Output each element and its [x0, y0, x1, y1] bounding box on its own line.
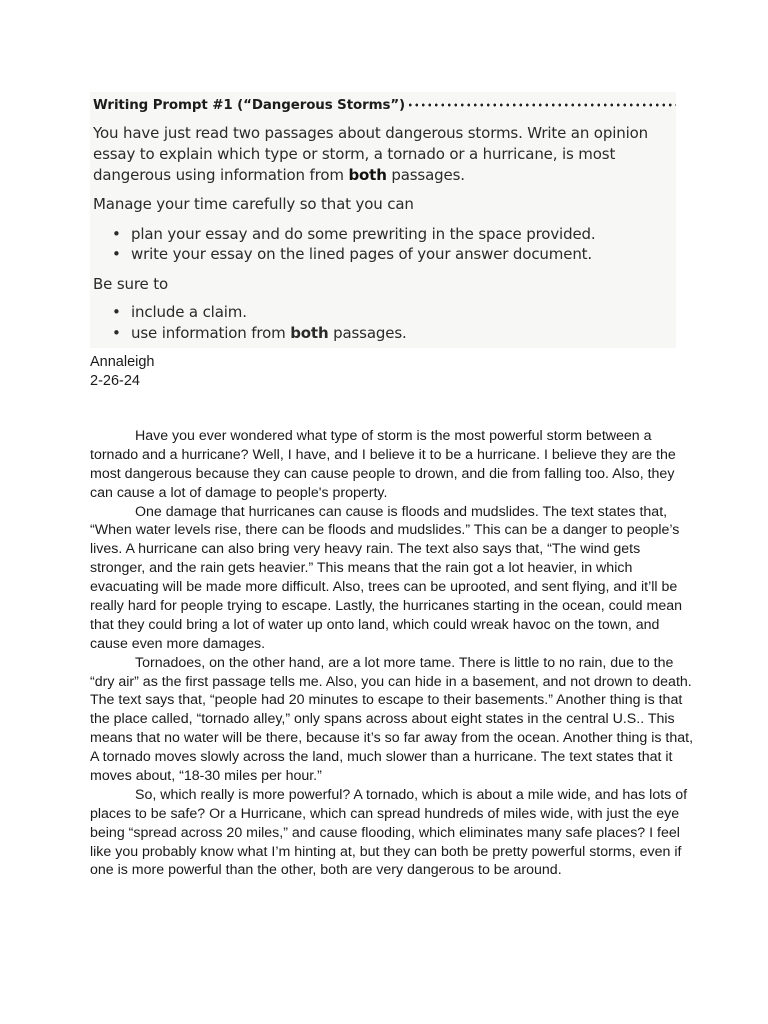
dotted-leader [407, 103, 676, 107]
essay-body [90, 427, 694, 880]
prompt-intro-line-1: You have just read two passages about dangerous storms. Write an opinion [93, 124, 648, 142]
essay-line: A tornado moves slowly across the land, much slower than a hurricane. The text states that it [90, 749, 673, 766]
student-name: Annaleigh [90, 354, 155, 370]
prompt-title: Writing Prompt #1 (“Dangerous Storms”) [93, 97, 406, 113]
prompt-title-row [93, 95, 676, 115]
bullet-dot-icon: • [112, 225, 121, 243]
essay-line: One damage that hurricanes can cause is floods and mudslides. The text states that, [135, 503, 668, 520]
essay-line: The text says that, “people had 20 minutes to escape to their basements.” Another thing is that [90, 692, 683, 709]
essay-line: moves about, “18-30 miles per hour.” [90, 768, 322, 785]
prompt-sure-heading: Be sure to [93, 275, 169, 293]
prompt-intro-line-3-end: passages. [386, 166, 465, 184]
essay-line: the place called, “tornado alley,” only spans across about eight states in the central U.S.. This [90, 711, 675, 728]
prompt-intro-line-3-text: dangerous using information from [93, 166, 349, 184]
essay-line: can cause a lot of damage to people's property. [90, 484, 388, 501]
essay-line: most dangerous because they can cause people to drown, and die from falling too. Also, they [90, 465, 675, 482]
essay-line: like you probably know what I’m hinting at, but they can both be pretty powerful storms, even if [90, 843, 682, 860]
bullet-dot-icon: • [112, 324, 121, 342]
essay-line: cause even more damages. [90, 635, 266, 652]
prompt-intro-line-3 [93, 165, 465, 186]
essay-line: one is more powerful than the other, both are very dangerous to be around. [90, 862, 562, 879]
manage-bullet-2: write your essay on the lined pages of your answer document. [131, 245, 593, 263]
sure-bullet-bold-both: both [290, 324, 329, 342]
writing-prompt-box [90, 92, 676, 348]
essay-date: 2-26-24 [90, 373, 140, 389]
prompt-intro-bold-both: both [348, 166, 387, 184]
prompt-intro-line-2: essay to explain which type or storm, a tornado or a hurricane, is most [93, 145, 616, 163]
essay-line: stronger, and the rain gets heavier.” This means that the rain got a lot heavier, in which [90, 560, 633, 577]
essay-line: “dry air” as the first passage tells me. Also, you can hide in a basement, and not drown to death. [90, 673, 692, 690]
sure-bullet-2-end: passages. [328, 324, 407, 342]
manage-bullet-1: plan your essay and do some prewriting in the space provided. [131, 225, 596, 243]
essay-line: So, which really is more powerful? A tornado, which is about a mile wide, and has lots of [135, 786, 688, 803]
sure-bullet-1: include a claim. [131, 303, 247, 321]
bullet-dot-icon: • [112, 303, 121, 321]
bullet-dot-icon: • [112, 245, 121, 263]
essay-line: Have you ever wondered what type of storm is the most powerful storm between a [135, 428, 652, 444]
prompt-manage-heading: Manage your time carefully so that you can [93, 195, 414, 213]
essay-line: that they could bring a lot of water up onto land, which could wreak havoc on the town, and [90, 616, 660, 633]
essay-line: being “spread across 20 miles,” and cause flooding, which eliminates many safe places? I feel [90, 824, 680, 841]
sure-bullet-2-text: use information from [131, 324, 291, 342]
essay-line: lives. A hurricane can also bring very heavy rain. The text also says that, “The wind gets [90, 541, 641, 558]
essay-line: places to be safe? Or a Hurricane, which can spread hundreds of miles wide, with just the eye [90, 805, 680, 822]
essay-line: evacuating will be made more difficult. Also, trees can be uprooted, and sent flying, and it’ll be [90, 579, 678, 596]
essay-line: “When water levels rise, there can be floods and mudslides.” This can be a danger to people’s [90, 522, 680, 539]
essay-line: Tornadoes, on the other hand, are a lot more tame. There is little to no rain, due to the [135, 654, 674, 671]
essay-line: really hard for people trying to escape. Lastly, the hurricanes starting in the ocean, could mean [90, 598, 683, 615]
essay-line: means that no water will be there, because it’s so far away from the ocean. Another thing is that, [90, 730, 694, 747]
sure-bullet-2 [131, 323, 407, 344]
essay-line: tornado and a hurricane? Well, I have, and I believe it to be a hurricane. I believe they are the [90, 446, 676, 463]
